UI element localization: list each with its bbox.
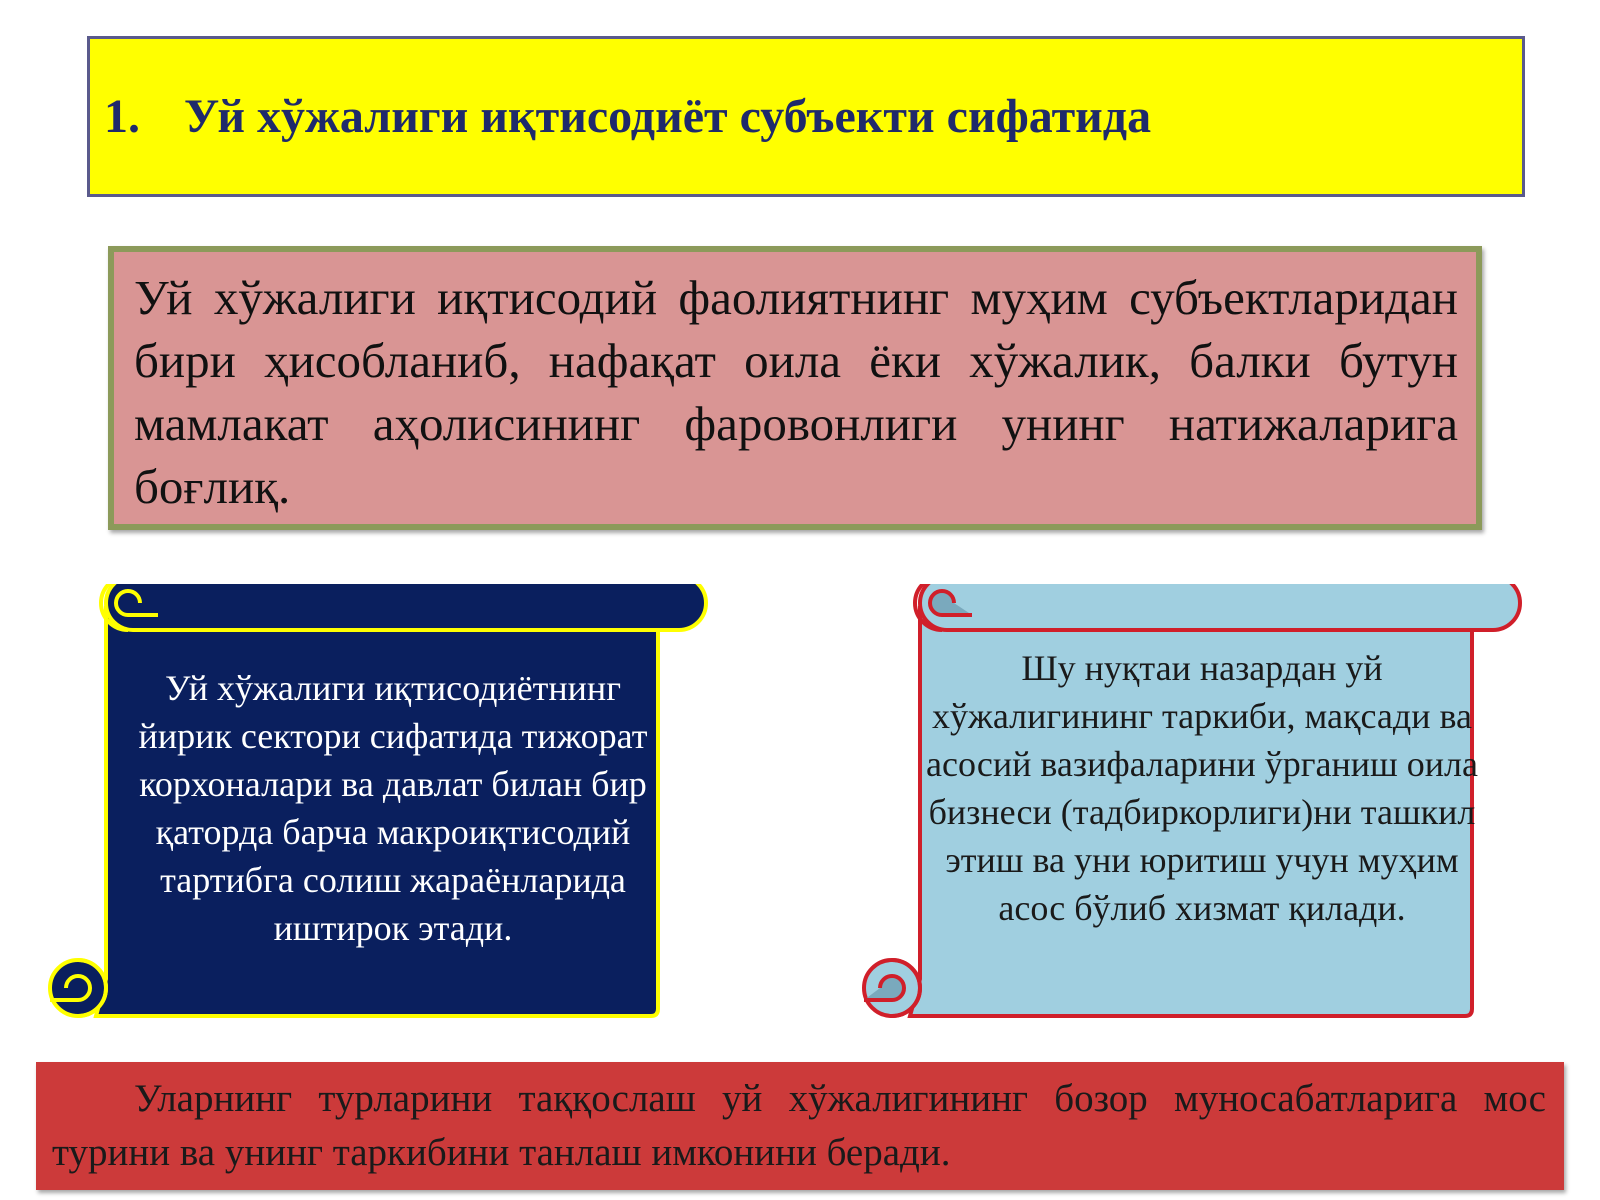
intro-panel xyxy=(108,246,1482,530)
right-scroll-text: Шу нуқтаи назардан уй хўжалигининг таркиби, мақсади ва асосий вазифаларини ўрганиш оила бизнеси (тадбиркорлиги)ни ташкил этиш ва уни юритиш учун муҳим асос бўлиб хизмат қилади. xyxy=(926,648,1478,928)
slide-title xyxy=(104,89,1151,144)
left-scroll-shape xyxy=(48,584,728,1044)
right-scroll-shape xyxy=(862,584,1542,1044)
title-banner xyxy=(87,36,1525,197)
title-text: Уй хўжалиги иқтисодиёт субъекти сифатида xyxy=(184,90,1152,143)
title-number: 1. xyxy=(104,90,140,143)
bottom-panel xyxy=(36,1062,1564,1190)
left-scroll-text: Уй хўжалиги иқтисодиётнинг йирик сектори сифатида тижорат корхоналари ва давлат билан бир қаторда барча макроиқтисодий тартибга солиш жараёнларида иштирок этади. xyxy=(138,668,648,948)
bottom-paragraph: Уларнинг турларини таққослаш уй хўжалигининг бозор муносабатларига мос турини ва унинг таркибини танлаш имконини беради. xyxy=(52,1077,1546,1174)
intro-paragraph: Уй хўжалиги иқтисодий фаолиятнинг муҳим субъектларидан бири ҳисобланиб, нафақат оила ёки хўжалик, балки бутун мамлакат аҳолисининг фаровонлиги унинг натижаларига боғлиқ. xyxy=(134,270,1458,514)
